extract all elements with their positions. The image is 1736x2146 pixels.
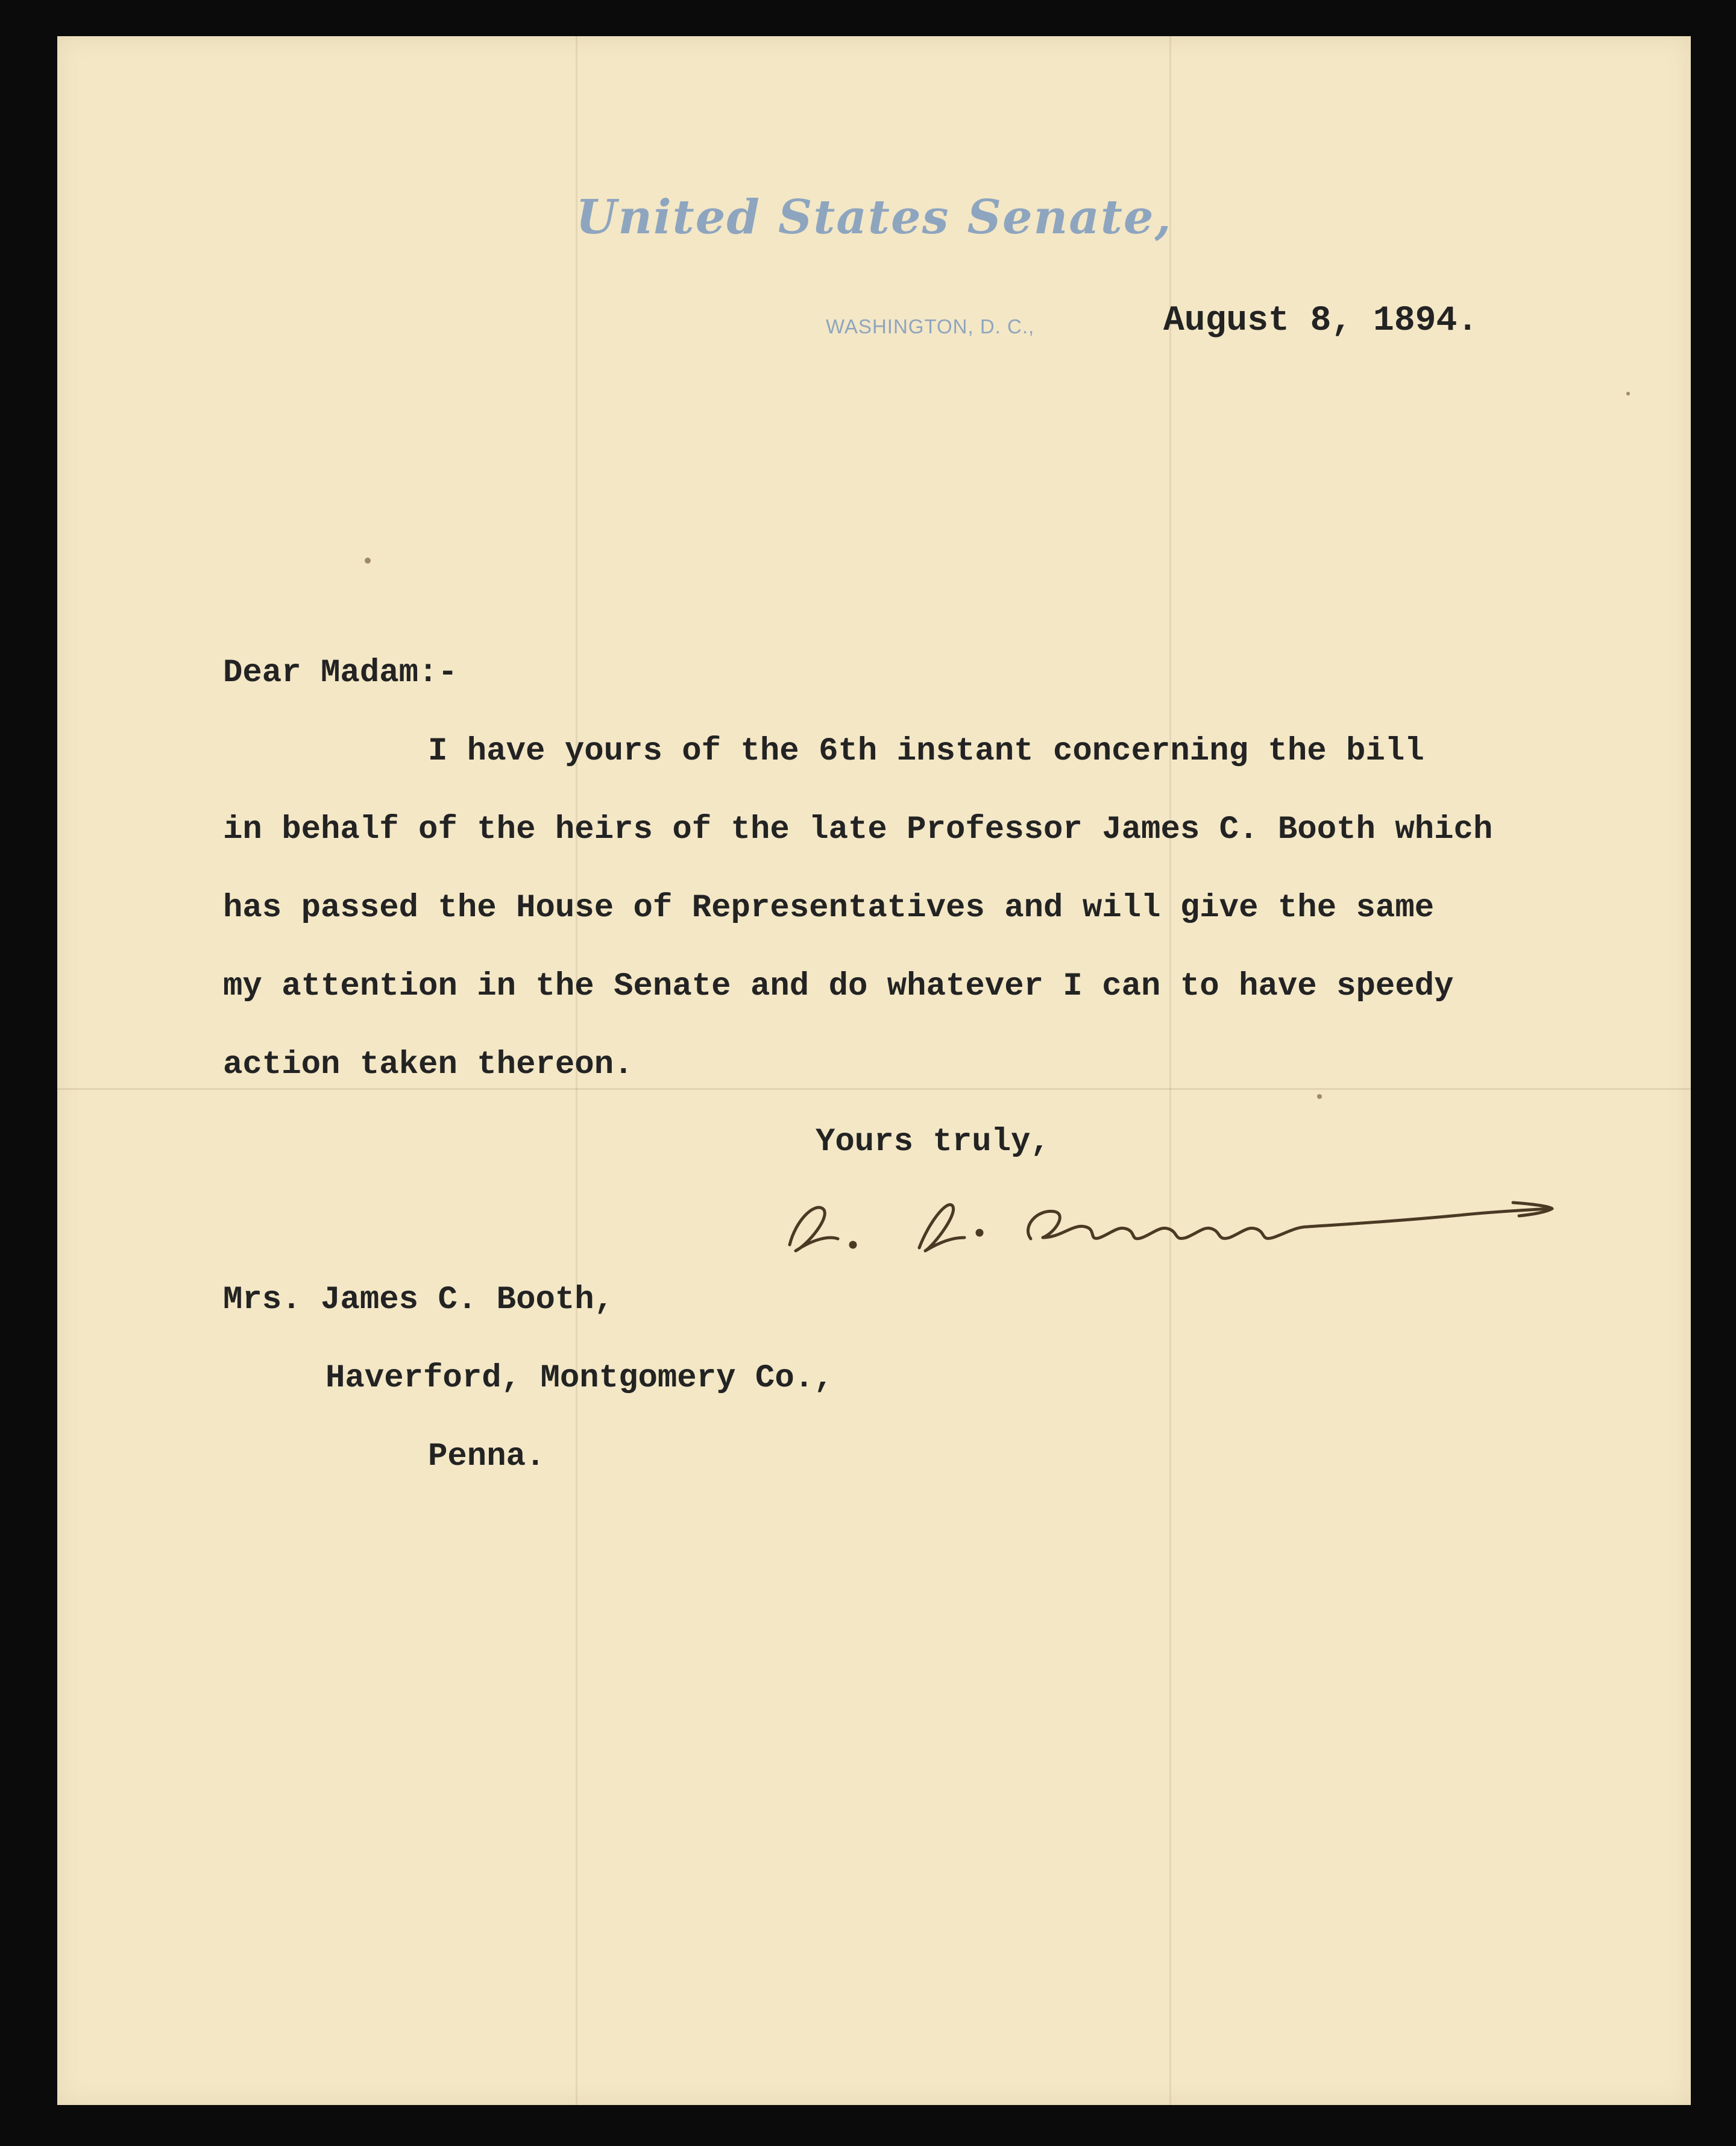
recipient-state: Penna.	[428, 1438, 546, 1475]
closing: Yours truly,	[816, 1124, 1050, 1160]
letterhead-title: United States Senate,	[576, 190, 1172, 245]
signature	[772, 1166, 1573, 1269]
salutation: Dear Madam:-	[223, 655, 458, 691]
letter-page	[57, 36, 1691, 2105]
paper-spot	[1626, 392, 1630, 395]
paper-spot	[1317, 1094, 1322, 1099]
letter-date: August 8, 1894.	[1163, 301, 1479, 341]
body-line-5: action taken thereon.	[223, 1046, 634, 1083]
recipient-name: Mrs. James C. Booth,	[223, 1282, 614, 1318]
body-line-4: my attention in the Senate and do whatever I can to have speedy	[223, 968, 1454, 1005]
recipient-address: Haverford, Montgomery Co.,	[326, 1360, 834, 1397]
paper-spot	[365, 558, 371, 564]
fold-line-vertical-right	[1169, 36, 1171, 2105]
body-line-2: in behalf of the heirs of the late Professor James C. Booth which	[223, 811, 1493, 848]
body-line-1: I have yours of the 6th instant concerning the bill	[428, 733, 1424, 770]
fold-line-horizontal	[57, 1088, 1691, 1090]
letterhead-place: WASHINGTON, D. C.,	[826, 315, 1035, 338]
body-line-3: has passed the House of Representatives and will give the same	[223, 890, 1435, 927]
